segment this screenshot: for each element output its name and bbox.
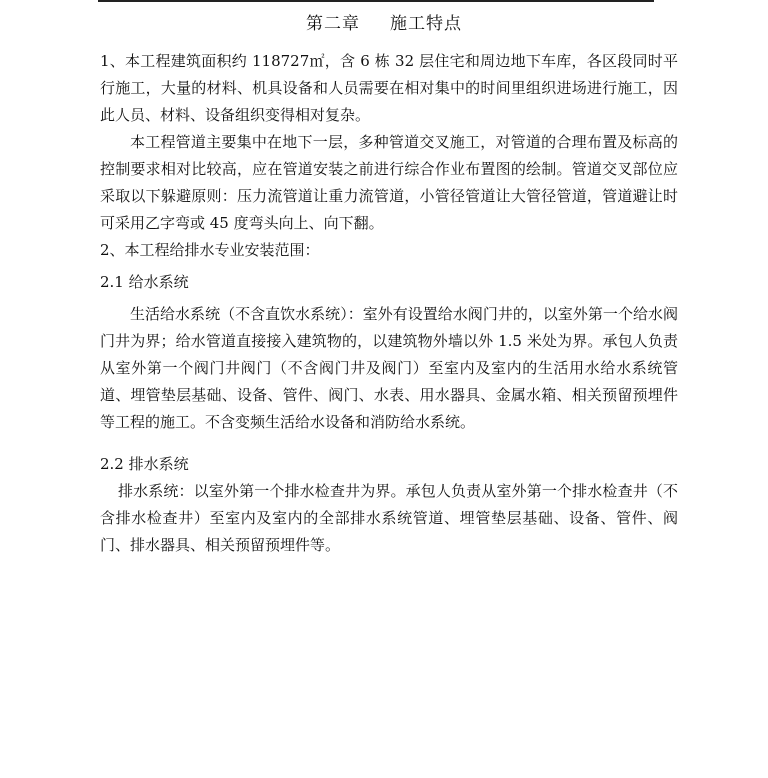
- paragraph-installation-scope: 2、本工程给排水专业安装范围：: [100, 241, 320, 259]
- paragraph-pipeline-layout: 本工程管道主要集中在地下一层，多种管道交叉施工，对管道的合理布置及标高的控制要求相对比较高，应在管道安装之前进行综合作业布置图的绘制。管道交叉部位应采取以下躲避原则：压力流管道让重力流管道，小管径管道让大管径管道，管道避让时可采用乙字弯或 45 度弯头向上、向下翻。: [100, 133, 678, 232]
- chapter-name: 施工特点: [390, 14, 462, 34]
- section-heading-water-supply: 2.1 给水系统: [100, 273, 189, 291]
- paragraph-water-supply: 生活给水系统（不含直饮水系统）：室外有设置给水阀门井的，以室外第一个给水阀门井为界；给水管道直接接入建筑物的，以建筑物外墙以外 1.5 米处为界。承包人负责从室外第一个阀门井阀门（不含阀门井及阀门）至室内及室内的生活用水给水系统管道、埋管垫层基础、设备、管件、阀门、水表、用水器具、金属水箱、相关预留预埋件等工程的施工。不含变频生活给水设备和消防给水系统。: [100, 305, 678, 431]
- chapter-number: 第二章: [306, 14, 360, 34]
- paragraph-drainage: 排水系统：以室外第一个排水检查井为界。承包人负责从室外第一个排水检查井（不含排水检查井）至室内及室内的全部排水系统管道、埋管垫层基础、设备、管件、阀门、排水器具、相关预留预埋件等。: [100, 482, 678, 554]
- section-heading-drainage: 2.2 排水系统: [100, 455, 189, 473]
- document-body: [100, 48, 678, 559]
- header-rule: [98, 0, 654, 2]
- chapter-title: [0, 12, 768, 36]
- paragraph-project-area: 1、本工程建筑面积约 118727㎡，含 6 栋 32 层住宅和周边地下车库，各区段同时平行施工，大量的材料、机具设备和人员需要在相对集中的时间里组织进场进行施工，因此人员、材料、设备组织变得相对复杂。: [100, 52, 678, 124]
